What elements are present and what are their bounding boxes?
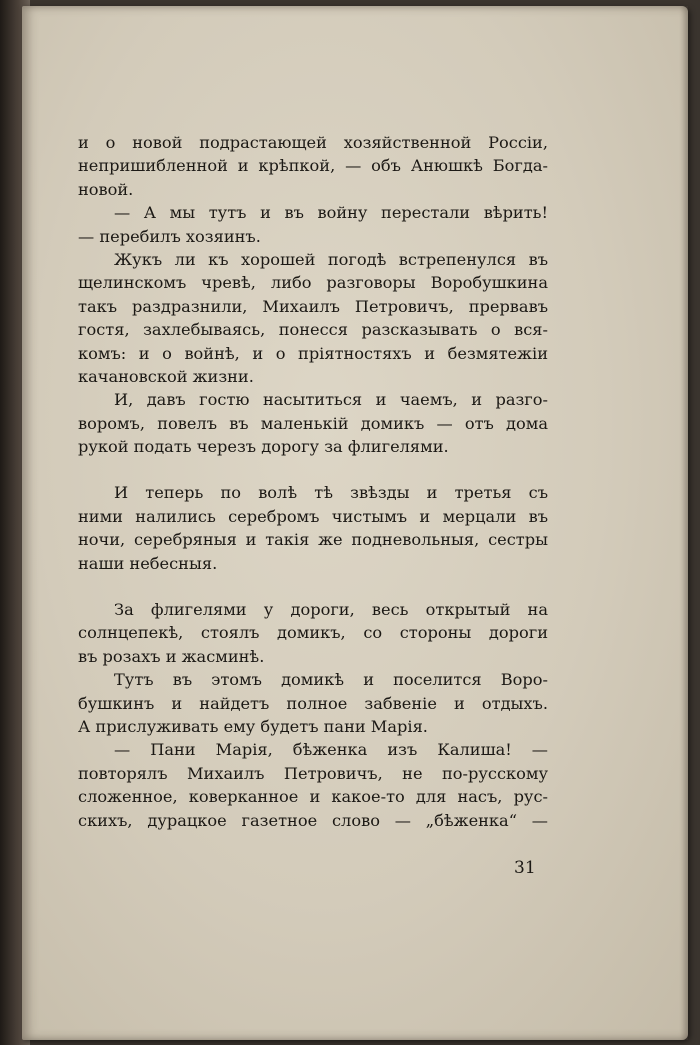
text-line: За флигелями у дороги, весь открытый на — [114, 600, 548, 620]
text-line: такъ раздразнили, Михаилъ Петровичъ, прервавъ — [78, 296, 548, 316]
text-line: бушкинъ и найдетъ полное забвеніе и отдыхъ. — [78, 693, 548, 713]
text-line: воромъ, повелъ въ маленькій домикъ — отъ дома — [78, 413, 548, 433]
text-line: ночи, серебряныя и такія же подневольныя, сестры — [78, 530, 548, 550]
text-line: щелинскомъ чревѣ, либо разговоры Воробушкина — [78, 273, 548, 293]
text-line: наши небесныя. — [78, 553, 218, 573]
page-number: 31 — [514, 858, 536, 878]
text-line: и о новой подрастающей хозяйственной Россіи, — [78, 133, 548, 152]
page-edge-shadow — [680, 6, 688, 1040]
text-line: А прислуживать ему будетъ пани Марія. — [78, 716, 428, 736]
text-line: — перебилъ хозяинъ. — [78, 226, 261, 246]
text-line: Жукъ ли къ хорошей погодѣ встрепенулся въ — [114, 249, 548, 269]
section-gap — [78, 575, 548, 598]
text-line: въ розахъ и жасминѣ. — [78, 646, 265, 666]
text-line: — А мы тутъ и въ войну перестали вѣрить! — [114, 203, 548, 223]
text-line: И, давъ гостю насытиться и чаемъ, и разго- — [114, 390, 548, 410]
text-line: И теперь по волѣ тѣ звѣзды и третья съ — [114, 483, 548, 503]
text-line: качановской жизни. — [78, 366, 254, 386]
text-line: — Пани Марія, бѣженка изъ Калиша! — — [114, 740, 548, 760]
text-line: повторялъ Михаилъ Петровичъ, не по-русскому — [78, 763, 548, 783]
section-gap — [78, 458, 548, 481]
book-page — [22, 6, 688, 1040]
text-line: рукой подать черезъ дорогу за флигелями. — [78, 437, 449, 457]
text-line: гостя, захлебываясь, понесся разсказывать о вся- — [78, 320, 548, 340]
text-line: непришибленной и крѣпкой, — объ Анюшкѣ Богда- — [78, 156, 548, 176]
body-text — [78, 131, 548, 832]
text-line: новой. — [78, 179, 134, 199]
text-line: скихъ, дурацкое газетное слово — „бѣженка“ — — [78, 810, 548, 830]
text-line: солнцепекѣ, стоялъ домикъ, со стороны дороги — [78, 623, 548, 643]
text-line: комъ: и о войнѣ, и о пріятностяхъ и безмятежіи — [78, 343, 548, 363]
text-line: Тутъ въ этомъ домикѣ и поселится Воро- — [114, 670, 548, 690]
text-line: сложенное, коверканное и какое-то для насъ, рус- — [78, 787, 548, 807]
text-line: ними налились серебромъ чистымъ и мерцали въ — [78, 506, 548, 526]
